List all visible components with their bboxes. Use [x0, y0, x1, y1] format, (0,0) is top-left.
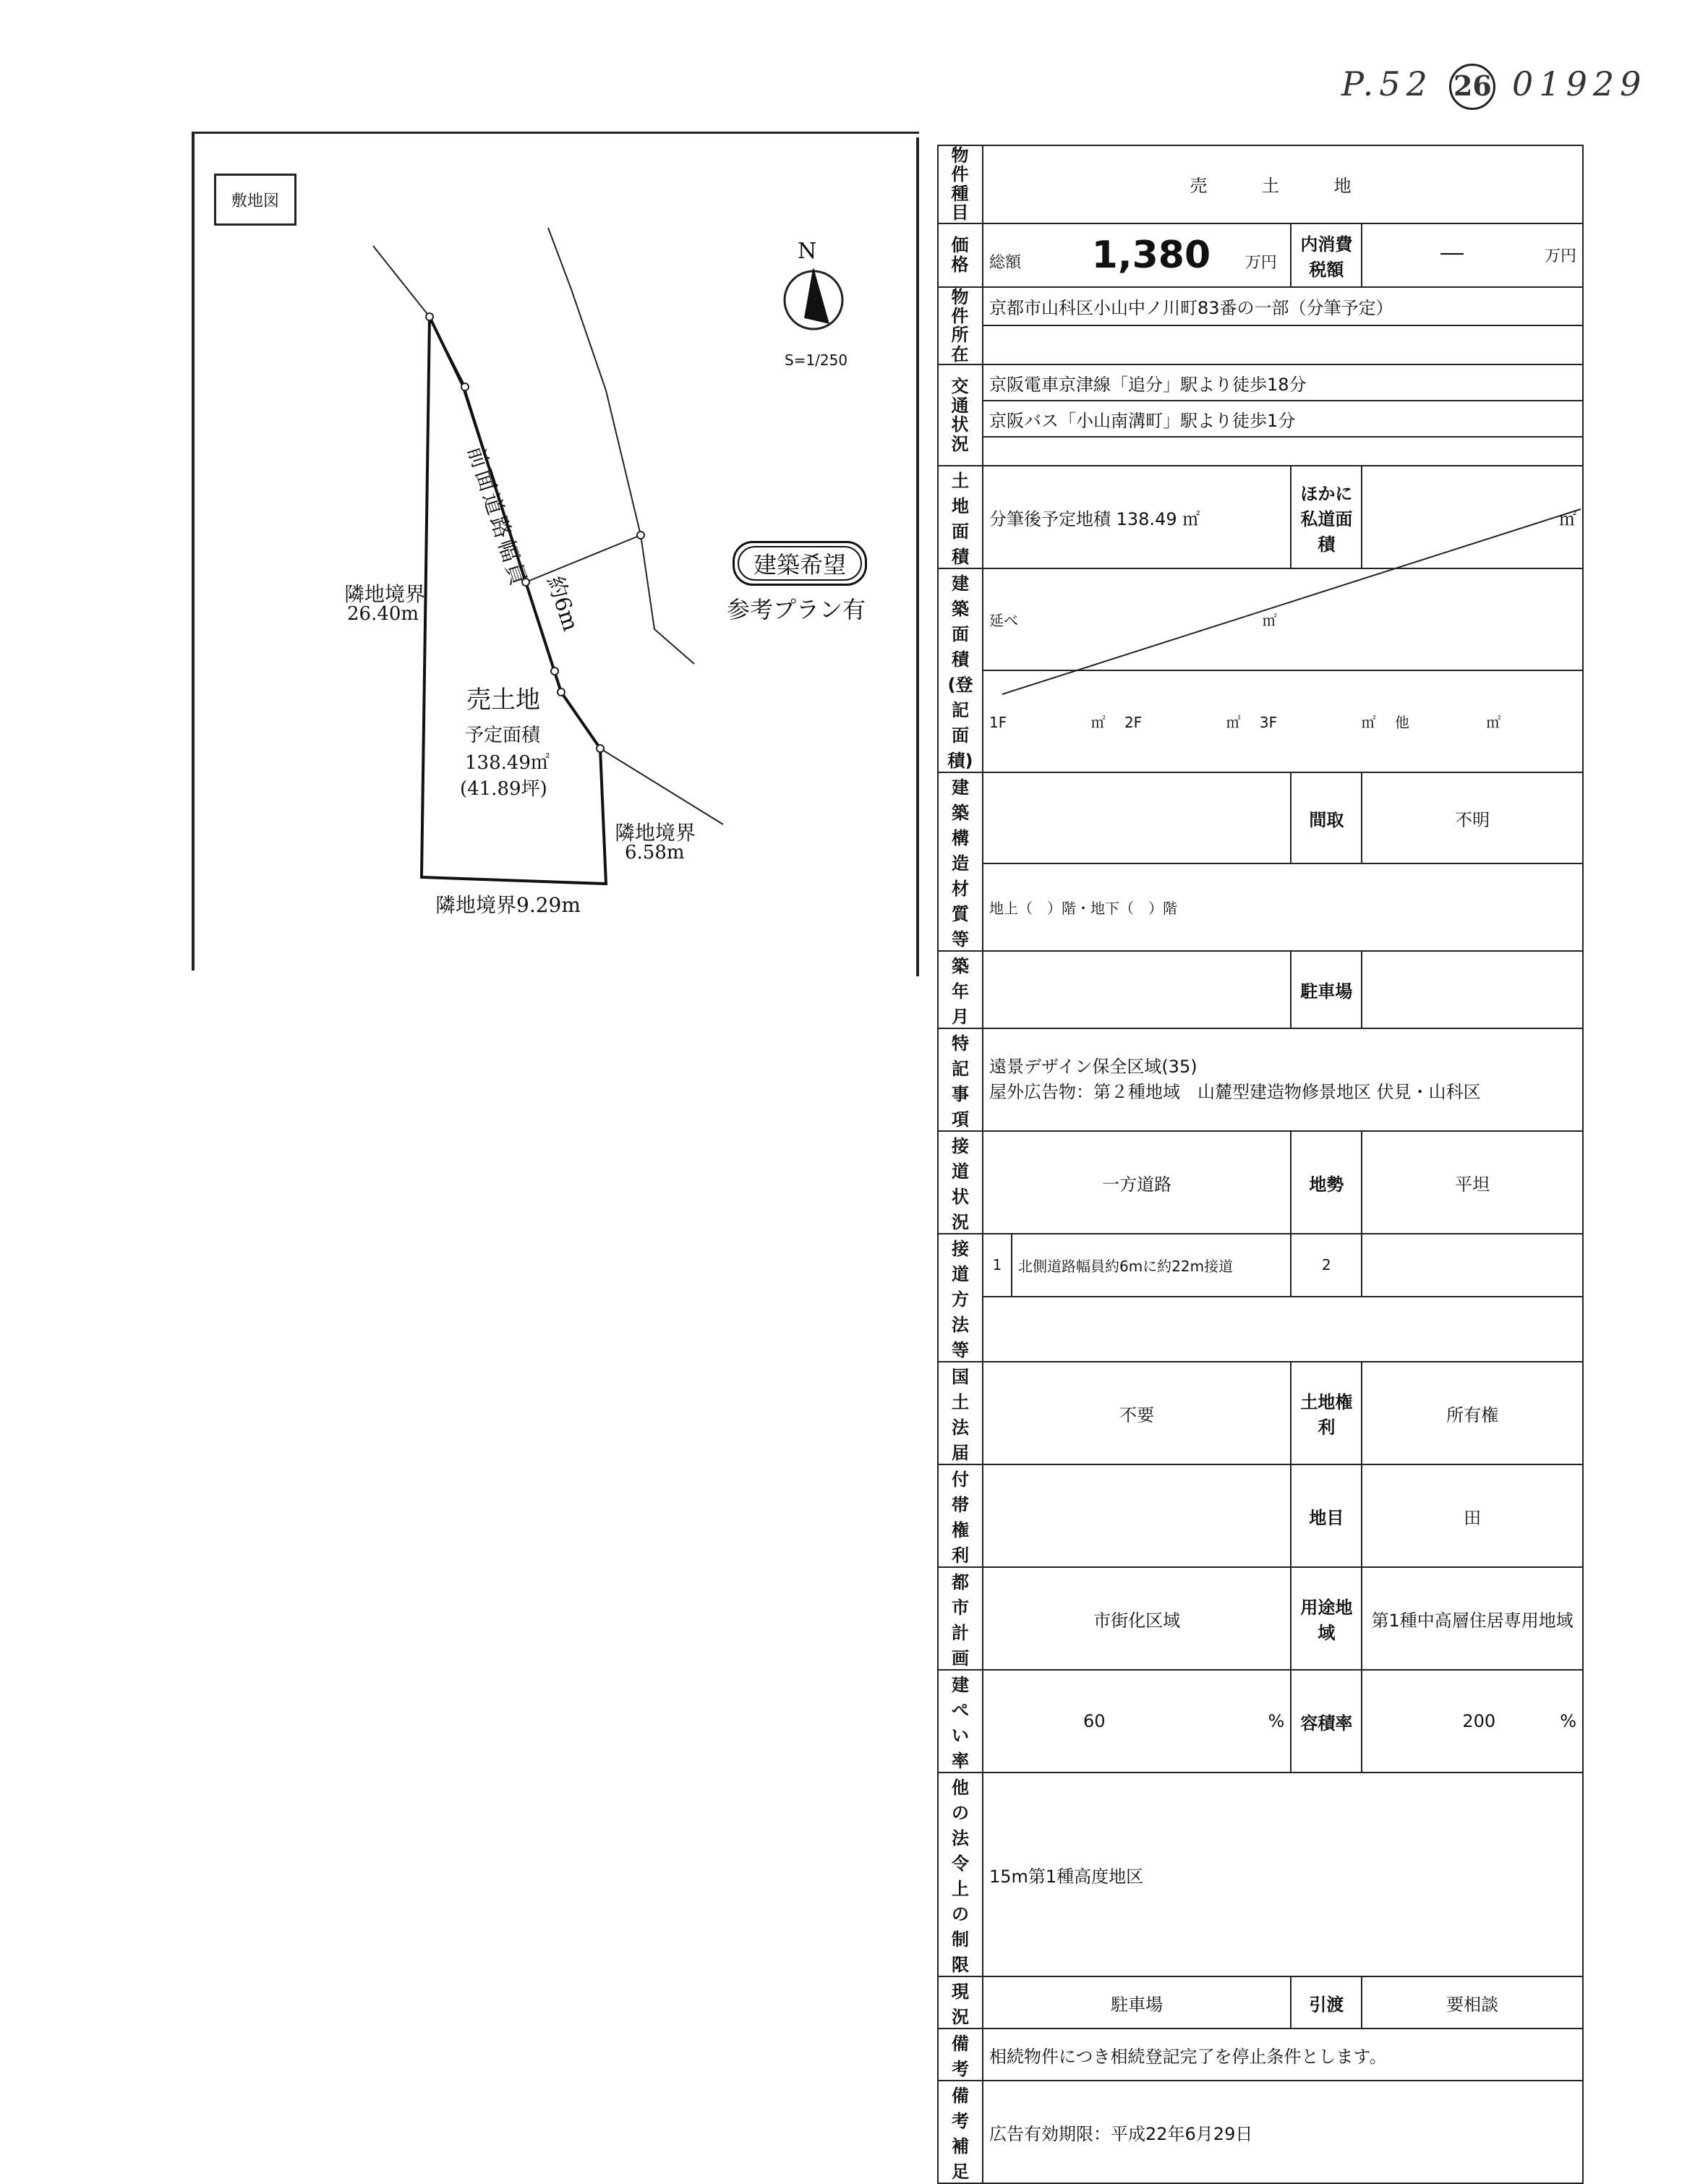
floor-3-unit: ㎡ [1361, 714, 1376, 732]
road-no-2: 2 [1291, 1234, 1362, 1297]
road-access-value: 一方道路 [983, 1131, 1291, 1234]
reference-number [1341, 64, 1647, 110]
attached-label: 付帯権利 [938, 1464, 983, 1567]
zoning-label: 用途地域 [1291, 1567, 1362, 1670]
build-request-badge [733, 541, 867, 586]
scale-label: S=1/250 [785, 351, 848, 369]
special-cell [983, 1028, 1583, 1131]
attached-blank [983, 1464, 1291, 1567]
handover-label: 引渡 [1291, 1976, 1362, 2029]
road-width-line [526, 535, 641, 582]
road-width-value: 約6m [542, 573, 584, 635]
private-road-unit: ㎡ [1362, 466, 1583, 568]
building-area-label: 建築面積(登記面積) [938, 568, 983, 772]
far-label: 容積率 [1291, 1670, 1362, 1773]
access-header: 交通状況 [938, 364, 983, 466]
special-1: 遠景デザイン保全区域(35) [989, 1057, 1197, 1078]
structure-label: 建築構造材質等 [938, 772, 983, 951]
left-boundary-length: 26.40m [347, 603, 419, 625]
location-header: 物件所在 [938, 287, 983, 365]
bcr-unit: % [1268, 1711, 1285, 1732]
right-boundary-length: 6.58m [625, 842, 685, 863]
city-plan-value: 市街化区域 [983, 1567, 1291, 1670]
road-method-2 [1362, 1234, 1583, 1297]
reference-plan-label: 参考プラン有 [727, 596, 866, 623]
right-boundary-label: 隣地境界 [615, 821, 696, 845]
bcr-label: 建ぺい率 [938, 1670, 983, 1773]
plot-area-label: 予定面積 [465, 725, 541, 746]
site-map-label: 敷地図 [214, 174, 296, 226]
private-road-label: ほかに私道面積 [1291, 466, 1362, 568]
road-method-1: 北側道路幅員約6mに約22m接道 [1012, 1234, 1291, 1297]
bcr-cell [983, 1670, 1291, 1773]
land-law-value: 不要 [983, 1362, 1291, 1464]
reference-circled-number: 26 [1449, 64, 1495, 110]
reference-prefix: P.52 [1341, 64, 1433, 103]
bcr-value: 60 [1083, 1711, 1106, 1732]
floor-1-label: 1F [989, 714, 1007, 732]
tax-unit: 万円 [1544, 247, 1576, 266]
access-blank [983, 437, 1583, 466]
land-right-label: 土地権利 [1291, 1362, 1362, 1464]
left-boundary-label: 隣地境界 [344, 582, 426, 606]
far-unit: % [1560, 1711, 1576, 1732]
layout-label: 間取 [1291, 772, 1362, 863]
reference-code: 01929 [1512, 64, 1647, 103]
land-area-label: 土地面積 [938, 466, 983, 568]
tax-value: ── [1440, 244, 1464, 266]
remarks-value: 相続物件につき相続登記完了を停止条件とします。 [983, 2029, 1583, 2081]
north-label: N [798, 239, 817, 264]
access-1: 京阪電車京津線「追分」駅より徒歩18分 [983, 364, 1583, 401]
structure-blank [983, 772, 1291, 863]
floor-other-label: 他 [1394, 714, 1409, 732]
remarks-label: 備考 [938, 2029, 983, 2081]
floors-count: 地上（ ）階・地下（ ）階 [983, 863, 1583, 951]
special-label: 特記事項 [938, 1028, 983, 1131]
category-label: 地目 [1291, 1464, 1362, 1567]
city-plan-label: 都市計画 [938, 1567, 983, 1670]
road-method-label: 接道方法等 [938, 1234, 983, 1362]
type-value: 売 土 地 [983, 145, 1583, 223]
far-value: 200 [1462, 1711, 1496, 1732]
land-law-label: 国土法届 [938, 1362, 983, 1464]
plot-area: 138.49㎡ [465, 752, 550, 774]
price-header: 価格 [938, 223, 983, 287]
plot-title: 売土地 [466, 686, 540, 715]
land-right-value: 所有権 [1362, 1362, 1583, 1464]
total-label: 総額 [989, 253, 1022, 272]
land-area-value: 分筆後予定地積 138.49 ㎡ [983, 466, 1291, 568]
road-width-label: 前面道路幅員 [462, 443, 532, 592]
total-floor-unit: ㎡ [1262, 612, 1277, 630]
status-value: 駐車場 [983, 1976, 1291, 2029]
special-2: 屋外広告物：第２種地域 山麓型建造物修景地区 伏見・山科区 [989, 1082, 1481, 1103]
plot-tsubo: (41.89坪) [460, 778, 547, 800]
remarks2-label: 備考補足 [938, 2081, 983, 2183]
layout-value: 不明 [1362, 772, 1583, 863]
price-unit: 万円 [1244, 253, 1277, 272]
road-access-label: 接道状況 [938, 1131, 983, 1234]
location-blank [983, 325, 1583, 364]
floor-other-unit: ㎡ [1486, 714, 1501, 732]
tax-label: 内消費税額 [1291, 223, 1362, 287]
category-value: 田 [1362, 1464, 1583, 1567]
built-label: 築年月 [938, 951, 983, 1028]
terrain-value: 平坦 [1362, 1131, 1583, 1234]
property-sheet [937, 145, 1584, 2184]
parking-blank [1362, 951, 1583, 1028]
remarks2-value: 広告有効期限：平成22年6月29日 [983, 2081, 1583, 2183]
far-cell [1362, 1670, 1583, 1773]
total-floor-label: 延べ [989, 612, 1018, 630]
zoning-value: 第1種中高層住居専用地域 [1362, 1567, 1583, 1670]
floor-1-unit: ㎡ [1090, 714, 1106, 732]
other-law-value: 15m第1種高度地区 [983, 1773, 1583, 1976]
road-no-1: 1 [983, 1234, 1012, 1297]
build-request-text: 建築希望 [753, 551, 846, 579]
floor-2-label: 2F [1124, 714, 1143, 732]
location-value: 京都市山科区小山中ノ川町83番の一部（分筆予定） [983, 287, 1583, 326]
bottom-boundary-label: 隣地境界9.29m [435, 893, 581, 917]
status-label: 現況 [938, 1976, 983, 2029]
price-cell [983, 223, 1291, 287]
cancel-diagonal [937, 506, 1584, 709]
floor-2-unit: ㎡ [1226, 714, 1241, 732]
type-header: 物件種目 [938, 145, 983, 223]
road-method-blank [983, 1297, 1583, 1362]
tax-cell [1362, 223, 1583, 287]
built-blank [983, 951, 1291, 1028]
handover-value: 要相談 [1362, 1976, 1583, 2029]
parking-label: 駐車場 [1291, 951, 1362, 1028]
price-value: 1,380 [1091, 233, 1211, 277]
terrain-label: 地勢 [1291, 1131, 1362, 1234]
access-2: 京阪バス「小山南溝町」駅より徒歩1分 [983, 401, 1583, 437]
other-law-label: 他の法令上の制限 [938, 1773, 983, 1976]
floor-3-label: 3F [1259, 714, 1278, 732]
